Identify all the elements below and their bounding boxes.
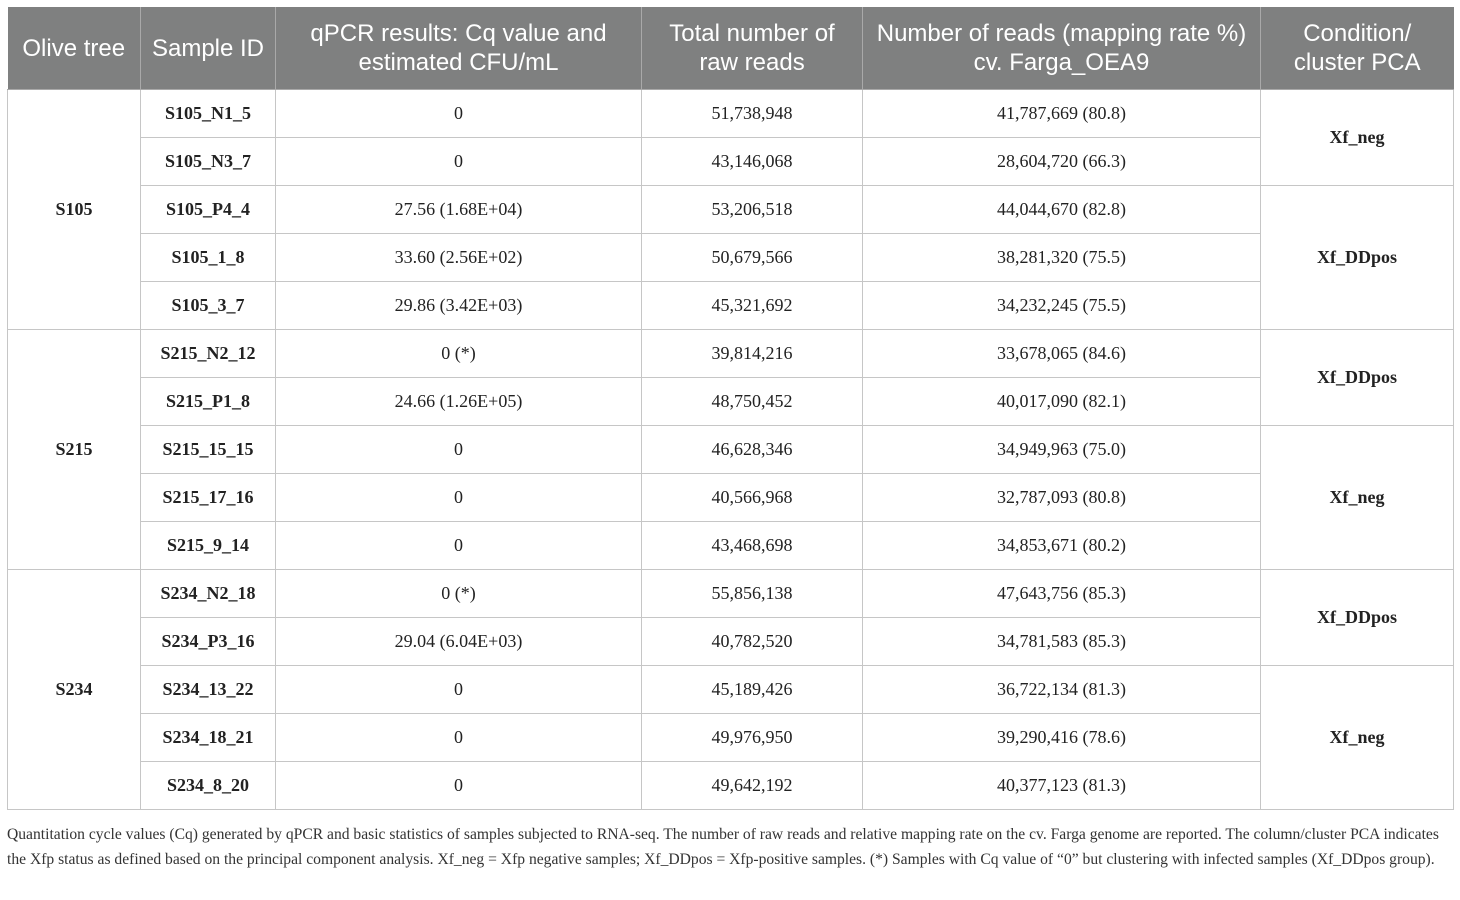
qpcr-cell: 29.04 (6.04E+03) [276,618,642,666]
raw-reads-cell: 40,566,968 [642,474,863,522]
raw-reads-cell: 50,679,566 [642,234,863,282]
raw-reads-cell: 53,206,518 [642,186,863,234]
qpcr-cell: 0 [276,426,642,474]
qpcr-cell: 24.66 (1.26E+05) [276,378,642,426]
raw-reads-cell: 45,189,426 [642,666,863,714]
sample-id-cell: S105_N1_5 [141,90,276,138]
sample-id-cell: S234_8_20 [141,762,276,810]
raw-reads-cell: 43,146,068 [642,138,863,186]
table-row [8,426,1454,474]
table-row [8,282,1454,330]
header-row [8,7,1454,90]
raw-reads-cell: 46,628,346 [642,426,863,474]
mapped-reads-cell: 34,949,963 (75.0) [863,426,1261,474]
table-row [8,186,1454,234]
table-row [8,90,1454,138]
mapped-reads-cell: 39,290,416 (78.6) [863,714,1261,762]
qpcr-cell: 0 [276,714,642,762]
table-row [8,618,1454,666]
sample-id-cell: S105_1_8 [141,234,276,282]
qpcr-cell: 0 (*) [276,570,642,618]
table-caption: Quantitation cycle values (Cq) generated by qPCR and basic statistics of samples subjected to RNA-seq. The number of raw reads and relative mapping rate on the cv. Farga genome are reported. The column/cluster PCA indicates the Xfp status as defined based on the principal component analysis. Xf_neg = Xfp negative samples; Xf_DDpos = Xfp-positive samples. (*) Samples with Cq value of “0” but clustering with infected samples (Xf_DDpos group). [7,826,1439,868]
table-row [8,570,1454,618]
raw-reads-cell: 43,468,698 [642,522,863,570]
qpcr-cell: 33.60 (2.56E+02) [276,234,642,282]
condition-cell: Xf_DDpos [1261,186,1454,330]
raw-reads-cell: 49,976,950 [642,714,863,762]
qpcr-cell: 0 [276,666,642,714]
table-row [8,474,1454,522]
table-row [8,522,1454,570]
header-olive-tree: Olive tree [8,7,141,90]
table-row [8,378,1454,426]
header-sample-id: Sample ID [141,7,276,90]
qpcr-cell: 0 [276,90,642,138]
mapped-reads-cell: 44,044,670 (82.8) [863,186,1261,234]
samples-table [7,7,1454,810]
condition-cell: Xf_neg [1261,426,1454,570]
table-row [8,330,1454,378]
sample-id-cell: S105_N3_7 [141,138,276,186]
sample-id-cell: S234_P3_16 [141,618,276,666]
table-row [8,234,1454,282]
mapped-reads-cell: 38,281,320 (75.5) [863,234,1261,282]
qpcr-cell: 0 [276,522,642,570]
sample-id-cell: S215_9_14 [141,522,276,570]
sample-id-cell: S105_P4_4 [141,186,276,234]
olive-tree-cell: S234 [8,570,141,810]
mapped-reads-cell: 36,722,134 (81.3) [863,666,1261,714]
raw-reads-cell: 48,750,452 [642,378,863,426]
mapped-reads-cell: 33,678,065 (84.6) [863,330,1261,378]
condition-cell: Xf_DDpos [1261,570,1454,666]
sample-id-cell: S234_N2_18 [141,570,276,618]
qpcr-cell: 0 [276,474,642,522]
sample-id-cell: S215_P1_8 [141,378,276,426]
header-condition: Condition/ cluster PCA [1261,7,1454,90]
mapped-reads-cell: 34,853,671 (80.2) [863,522,1261,570]
table-row [8,138,1454,186]
header-raw-reads: Total number of raw reads [642,7,863,90]
sample-id-cell: S215_15_15 [141,426,276,474]
mapped-reads-cell: 41,787,669 (80.8) [863,90,1261,138]
qpcr-cell: 27.56 (1.68E+04) [276,186,642,234]
mapped-reads-cell: 40,017,090 (82.1) [863,378,1261,426]
qpcr-cell: 0 [276,138,642,186]
condition-cell: Xf_neg [1261,90,1454,186]
mapped-reads-cell: 28,604,720 (66.3) [863,138,1261,186]
mapped-reads-cell: 32,787,093 (80.8) [863,474,1261,522]
olive-tree-cell: S215 [8,330,141,570]
condition-cell: Xf_DDpos [1261,330,1454,426]
mapped-reads-cell: 40,377,123 (81.3) [863,762,1261,810]
olive-tree-cell: S105 [8,90,141,330]
qpcr-cell: 0 [276,762,642,810]
table-row [8,762,1454,810]
qpcr-cell: 0 (*) [276,330,642,378]
header-mapped-reads: Number of reads (mapping rate %) cv. Farga_OEA9 [863,7,1261,90]
header-qpcr: qPCR results: Cq value and estimated CFU/mL [276,7,642,90]
condition-cell: Xf_neg [1261,666,1454,810]
sample-id-cell: S234_13_22 [141,666,276,714]
mapped-reads-cell: 34,232,245 (75.5) [863,282,1261,330]
mapped-reads-cell: 34,781,583 (85.3) [863,618,1261,666]
sample-id-cell: S234_18_21 [141,714,276,762]
raw-reads-cell: 51,738,948 [642,90,863,138]
raw-reads-cell: 39,814,216 [642,330,863,378]
sample-id-cell: S105_3_7 [141,282,276,330]
table-row [8,714,1454,762]
sample-id-cell: S215_17_16 [141,474,276,522]
mapped-reads-cell: 47,643,756 (85.3) [863,570,1261,618]
raw-reads-cell: 55,856,138 [642,570,863,618]
qpcr-cell: 29.86 (3.42E+03) [276,282,642,330]
sample-id-cell: S215_N2_12 [141,330,276,378]
raw-reads-cell: 45,321,692 [642,282,863,330]
raw-reads-cell: 40,782,520 [642,618,863,666]
raw-reads-cell: 49,642,192 [642,762,863,810]
table-row [8,666,1454,714]
